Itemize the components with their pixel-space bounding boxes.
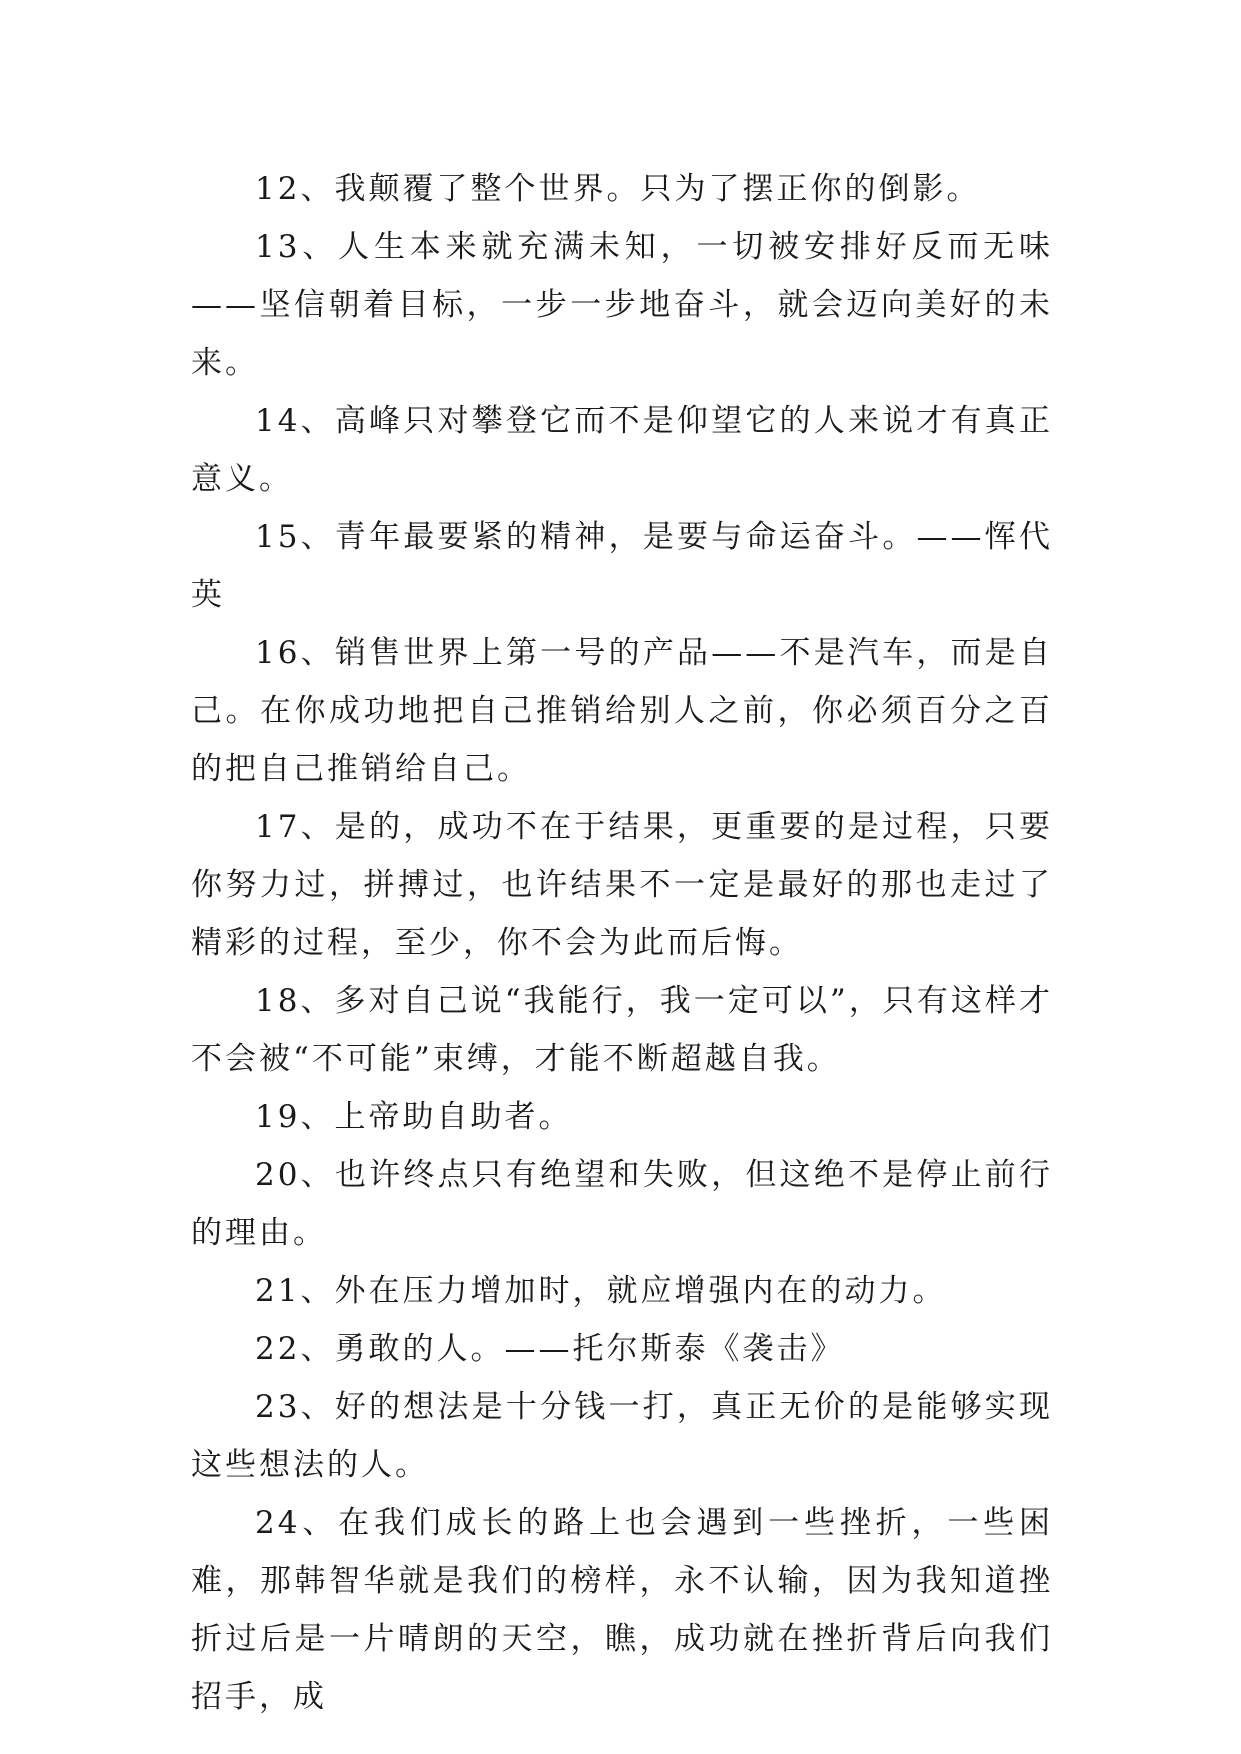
paragraph-13: 13、人生本来就充满未知，一切被安排好反而无味——坚信朝着目标，一步一步地奋斗，就会迈向美好的未来。 xyxy=(191,229,1053,381)
paragraph-15: 15、青年最要紧的精神，是要与命运奋斗。——恽代英 xyxy=(191,519,1053,613)
paragraph-21: 21、外在压力增加时，就应增强内在的动力。 xyxy=(255,1273,947,1309)
paragraph-22: 22、勇敢的人。——托尔斯泰《袭击》 xyxy=(255,1331,845,1367)
paragraph-19: 19、上帝助自助者。 xyxy=(255,1099,573,1135)
document-body xyxy=(191,160,1053,1726)
paragraph-17: 17、是的，成功不在于结果，更重要的是过程，只要你努力过，拼搏过，也许结果不一定是最好的那也走过了精彩的过程，至少，你不会为此而后悔。 xyxy=(191,809,1053,961)
paragraph-12: 12、我颠覆了整个世界。只为了摆正你的倒影。 xyxy=(255,171,981,207)
paragraph-20: 20、也许终点只有绝望和失败，但这绝不是停止前行的理由。 xyxy=(191,1157,1053,1251)
paragraph-14: 14、高峰只对攀登它而不是仰望它的人来说才有真正意义。 xyxy=(191,403,1053,497)
paragraph-16: 16、销售世界上第一号的产品——不是汽车，而是自己。在你成功地把自己推销给别人之前，你必须百分之百的把自己推销给自己。 xyxy=(191,635,1053,787)
paragraph-24: 24、在我们成长的路上也会遇到一些挫折，一些困难，那韩智华就是我们的榜样，永不认输，因为我知道挫折过后是一片晴朗的天空，瞧，成功就在挫折背后向我们招手，成 xyxy=(191,1505,1053,1715)
paragraph-18: 18、多对自己说“我能行，我一定可以”，只有这样才不会被“不可能”束缚，才能不断超越自我。 xyxy=(191,983,1053,1077)
paragraph-23: 23、好的想法是十分钱一打，真正无价的是能够实现这些想法的人。 xyxy=(191,1389,1053,1483)
